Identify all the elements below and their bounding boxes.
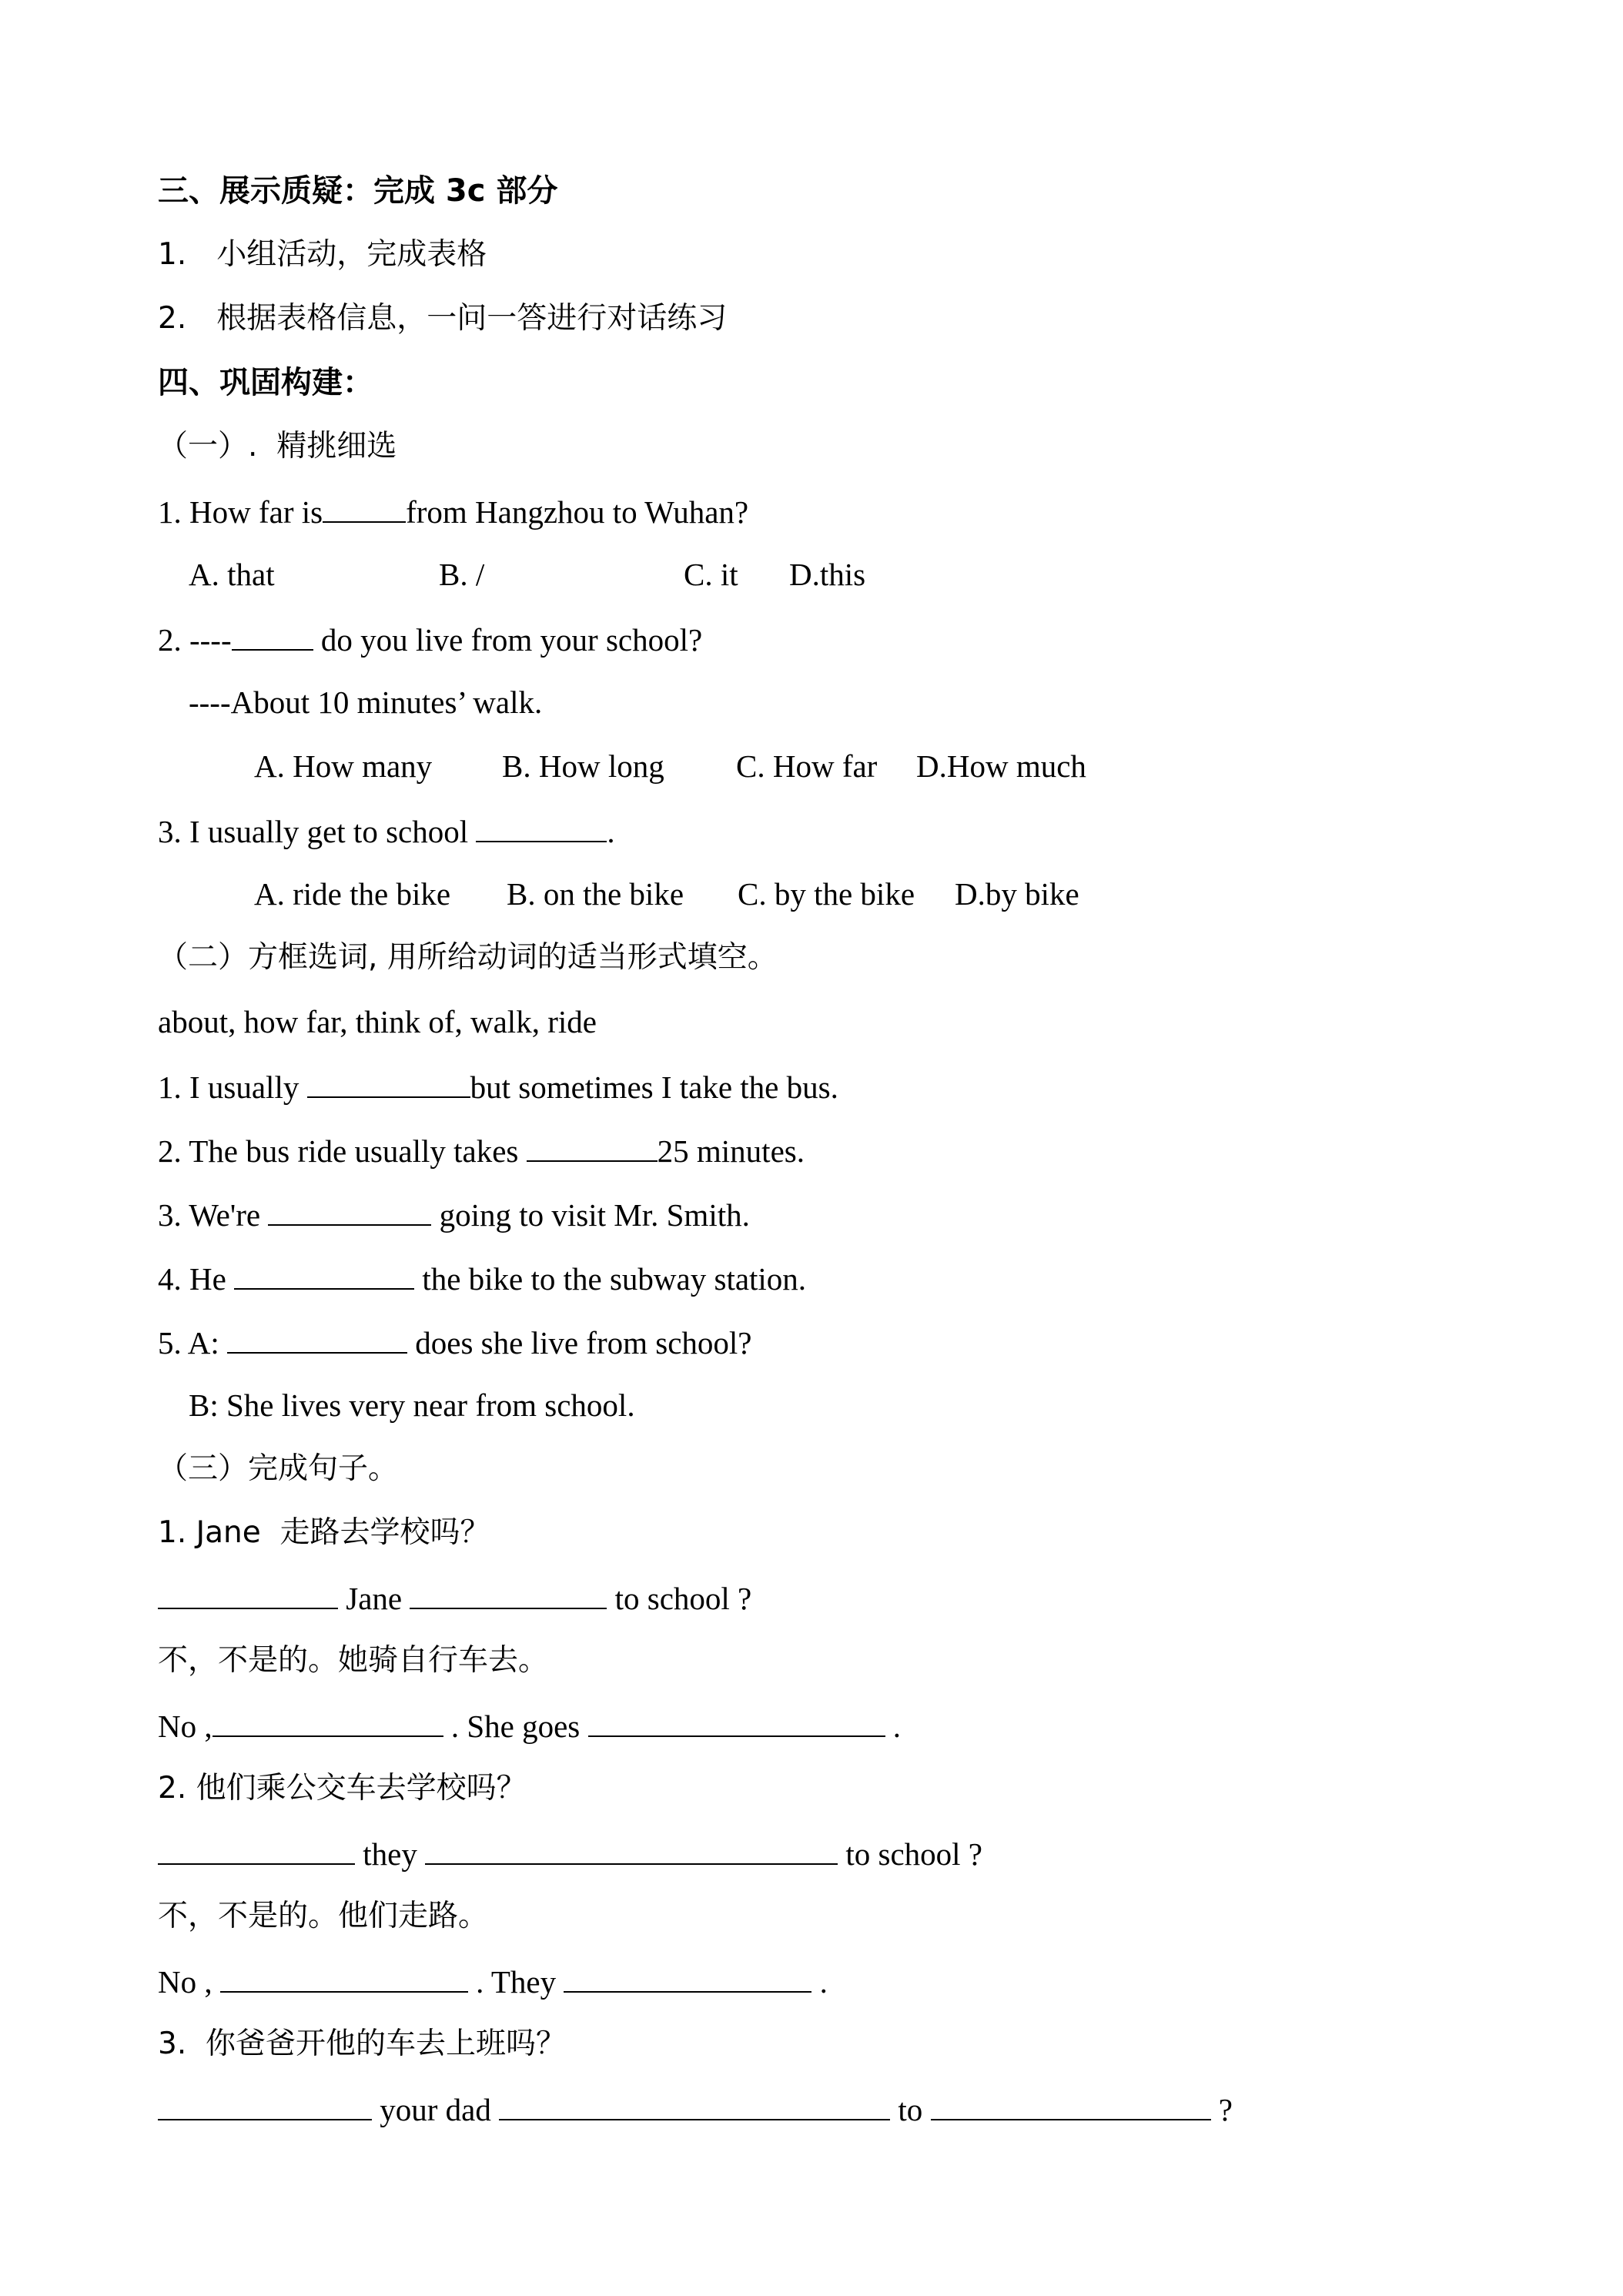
answer-blank[interactable] xyxy=(564,1957,812,1993)
answer-blank[interactable] xyxy=(158,2085,372,2120)
fill-item-2-text-b: 25 minutes. xyxy=(657,1133,805,1169)
sentence-2-a-end: . xyxy=(812,1964,828,2000)
mc-question-3 xyxy=(158,807,615,853)
part1-heading: （一）. 精挑细选 xyxy=(158,429,397,464)
mc-question-1-option-b: B. / xyxy=(439,557,485,592)
fill-item-1-text-b: but sometimes I take the bus. xyxy=(470,1069,838,1105)
fill-item-2-text-a: 2. The bus ride usually takes xyxy=(158,1133,527,1169)
sentence-3-q-mid2: to xyxy=(890,2092,931,2127)
fill-item-1 xyxy=(158,1063,838,1109)
answer-blank[interactable] xyxy=(227,1318,407,1354)
sentence-1-a-end: . xyxy=(885,1709,902,1744)
answer-blank[interactable] xyxy=(158,1829,355,1865)
answer-blank[interactable] xyxy=(425,1829,838,1865)
answer-blank[interactable] xyxy=(476,807,607,842)
sentence-1-chinese-question: 1. Jane 走路去学校吗？ xyxy=(158,1515,490,1550)
mc-question-2-option-b: B. How long xyxy=(502,748,664,784)
section3-step-2: 2. 根据表格信息，一问一答进行对话练习 xyxy=(158,301,728,336)
sentence-1-q-end: to school ? xyxy=(607,1581,752,1616)
mc-question-3-option-d: D.by bike xyxy=(955,876,1079,912)
fill-item-3-text-b: going to visit Mr. Smith. xyxy=(431,1197,750,1233)
fill-item-5-text-b: does she live from school? xyxy=(407,1325,752,1361)
sentence-1-q-mid: Jane xyxy=(338,1581,410,1616)
sentence-2-question-line xyxy=(158,1829,982,1876)
answer-blank[interactable] xyxy=(212,1702,443,1737)
answer-blank[interactable] xyxy=(234,1254,414,1290)
sentence-3-question-line xyxy=(158,2085,1233,2131)
fill-item-2 xyxy=(158,1126,805,1173)
mc-question-3-option-c: C. by the bike xyxy=(738,876,915,912)
sentence-2-q-end: to school ? xyxy=(838,1836,982,1872)
fill-item-4-text-b: the bike to the subway station. xyxy=(414,1261,807,1297)
section3-title: 三、展示质疑：完成 3c 部分 xyxy=(158,173,558,209)
section4-title: 四、巩固构建： xyxy=(158,365,373,400)
part2-heading: （二）方框选词, 用所给动词的适当形式填空。 xyxy=(158,940,778,975)
mc-question-3-stem-a: 3. I usually get to school xyxy=(158,814,477,849)
answer-blank[interactable] xyxy=(158,1574,338,1609)
sentence-2-answer-line xyxy=(158,1957,828,2003)
mc-question-2 xyxy=(158,615,702,661)
answer-blank[interactable] xyxy=(931,2085,1211,2120)
mc-question-1-option-a: A. that xyxy=(189,557,275,592)
sentence-1-a-mid: . She goes xyxy=(443,1709,588,1744)
mc-question-1 xyxy=(158,487,748,534)
answer-blank[interactable] xyxy=(323,487,406,523)
sentence-2-q-mid: they xyxy=(355,1836,426,1872)
part3-heading: （三）完成句子。 xyxy=(158,1451,399,1486)
mc-question-1-option-c: C. it xyxy=(684,557,738,592)
mc-question-2-stem-a: 2. ---- xyxy=(158,622,232,658)
mc-question-2-stem-b: do you live from your school? xyxy=(313,622,703,658)
fill-item-5-reply: B: She lives very near from school. xyxy=(189,1387,635,1423)
sentence-1-answer-line xyxy=(158,1702,901,1748)
fill-item-4 xyxy=(158,1254,806,1300)
sentence-1-question-line xyxy=(158,1574,751,1620)
sentence-1-chinese-answer: 不，不是的。她骑自行车去。 xyxy=(158,1643,549,1678)
sentence-3-q-end: ? xyxy=(1210,2092,1233,2127)
fill-item-5 xyxy=(158,1318,751,1364)
mc-question-2-answer-line: ----About 10 minutes’ walk. xyxy=(189,684,543,720)
answer-blank[interactable] xyxy=(499,2085,890,2120)
fill-item-3 xyxy=(158,1190,750,1237)
answer-blank[interactable] xyxy=(232,615,313,651)
sentence-3-q-mid1: your dad xyxy=(372,2092,500,2127)
mc-question-2-option-d: D.How much xyxy=(916,748,1086,784)
section3-step-1: 1. 小组活动，完成表格 xyxy=(158,237,487,272)
mc-question-1-stem-a: 1. How far is xyxy=(158,494,323,530)
fill-item-1-text-a: 1. I usually xyxy=(158,1069,307,1105)
answer-blank[interactable] xyxy=(527,1126,658,1162)
sentence-2-a-start: No , xyxy=(158,1964,220,2000)
sentence-3-chinese-question: 3. 你爸爸开他的车去上班吗？ xyxy=(158,2027,567,2061)
sentence-1-a-start: No , xyxy=(158,1709,212,1744)
mc-question-2-option-a: A. How many xyxy=(254,748,433,784)
mc-question-3-stem-b: . xyxy=(607,814,615,849)
sentence-2-a-mid: . They xyxy=(467,1964,564,2000)
fill-item-5-text-a: 5. A: xyxy=(158,1325,227,1361)
answer-blank[interactable] xyxy=(410,1574,607,1609)
fill-item-4-text-a: 4. He xyxy=(158,1261,235,1297)
fill-item-3-text-a: 3. We're xyxy=(158,1197,269,1233)
mc-question-1-option-d: D.this xyxy=(789,557,866,592)
answer-blank[interactable] xyxy=(220,1957,468,1993)
mc-question-3-option-a: A. ride the bike xyxy=(254,876,451,912)
word-box: about, how far, think of, walk, ride xyxy=(158,1004,597,1039)
answer-blank[interactable] xyxy=(588,1702,885,1737)
mc-question-2-option-c: C. How far xyxy=(736,748,878,784)
sentence-2-chinese-answer: 不，不是的。他们走路。 xyxy=(158,1899,489,1933)
answer-blank[interactable] xyxy=(307,1063,470,1098)
sentence-2-chinese-question: 2. 他们乘公交车去学校吗？ xyxy=(158,1771,527,1806)
answer-blank[interactable] xyxy=(268,1190,431,1226)
mc-question-1-stem-b: from Hangzhou to Wuhan? xyxy=(406,494,749,530)
mc-question-3-option-b: B. on the bike xyxy=(507,876,684,912)
